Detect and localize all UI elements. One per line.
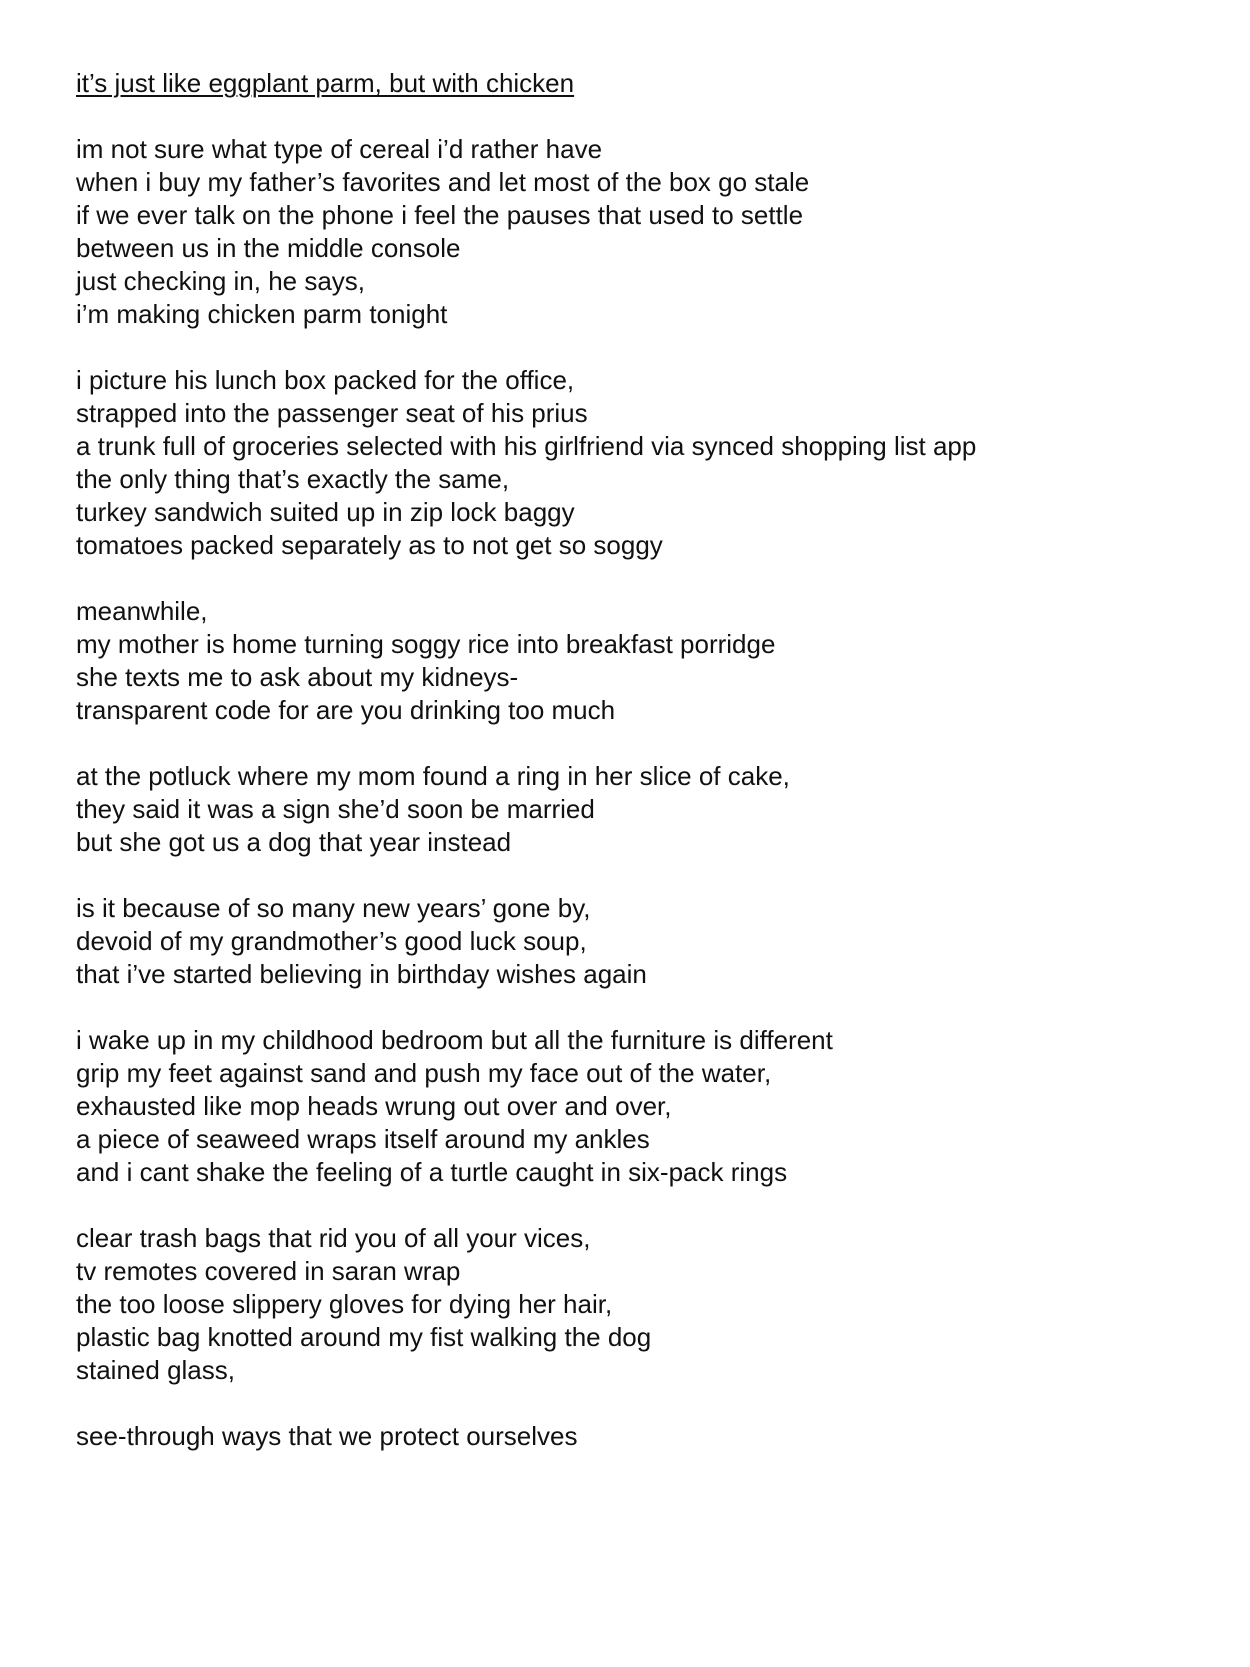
poem-line: just checking in, he says, (76, 266, 366, 296)
poem-line: transparent code for are you drinking too much (76, 695, 616, 725)
poem-line: plastic bag knotted around my fist walking the dog (76, 1322, 652, 1352)
poem-line: meanwhile, (76, 596, 208, 626)
poem-line: she texts me to ask about my kidneys- (76, 662, 519, 692)
poem-line: that i’ve started believing in birthday wishes again (76, 959, 647, 989)
poem-line: strapped into the passenger seat of his prius (76, 398, 588, 428)
poem-line: a piece of seaweed wraps itself around my ankles (76, 1124, 650, 1154)
poem-line: devoid of my grandmother’s good luck soup, (76, 926, 587, 956)
poem-line: tomatoes packed separately as to not get so soggy (76, 530, 663, 560)
stanza (76, 1222, 1196, 1387)
poem-line: between us in the middle console (76, 233, 461, 263)
stanza (76, 133, 1196, 331)
poem-line: a trunk full of groceries selected with his girlfriend via synced shopping list app (76, 431, 977, 461)
poem-line: exhausted like mop heads wrung out over and over, (76, 1091, 672, 1121)
poem-line: i’m making chicken parm tonight (76, 299, 448, 329)
poem-line: the only thing that’s exactly the same, (76, 464, 510, 494)
stanza (76, 1024, 1196, 1189)
poem-line: tv remotes covered in saran wrap (76, 1256, 461, 1286)
poem-line: see-through ways that we protect ourselves (76, 1421, 578, 1451)
stanza (76, 760, 1196, 859)
poem-line: but she got us a dog that year instead (76, 827, 512, 857)
poem-line: is it because of so many new years’ gone by, (76, 893, 591, 923)
poem-line: turkey sandwich suited up in zip lock baggy (76, 497, 575, 527)
poem-line: grip my feet against sand and push my face out of the water, (76, 1058, 772, 1088)
poem-line: i picture his lunch box packed for the office, (76, 365, 575, 395)
stanza (76, 892, 1196, 991)
poem-line: when i buy my father’s favorites and let most of the box go stale (76, 167, 810, 197)
poem-line: stained glass, (76, 1355, 235, 1385)
stanza (76, 595, 1196, 727)
poem-line: i wake up in my childhood bedroom but all the furniture is different (76, 1025, 833, 1055)
poem-line: and i cant shake the feeling of a turtle caught in six-pack rings (76, 1157, 788, 1187)
poem-title: it’s just like eggplant parm, but with chicken (76, 68, 575, 98)
poem-line: im not sure what type of cereal i’d rather have (76, 134, 603, 164)
poem-line: clear trash bags that rid you of all your vices, (76, 1223, 591, 1253)
poem-line: the too loose slippery gloves for dying her hair, (76, 1289, 613, 1319)
poem-line: at the potluck where my mom found a ring in her slice of cake, (76, 761, 790, 791)
poem-line: they said it was a sign she’d soon be married (76, 794, 595, 824)
poem-line: my mother is home turning soggy rice into breakfast porridge (76, 629, 776, 659)
poem-line: if we ever talk on the phone i feel the pauses that used to settle (76, 200, 804, 230)
poem-body (76, 67, 1196, 1453)
stanza (76, 364, 1196, 562)
stanza (76, 1420, 1196, 1453)
